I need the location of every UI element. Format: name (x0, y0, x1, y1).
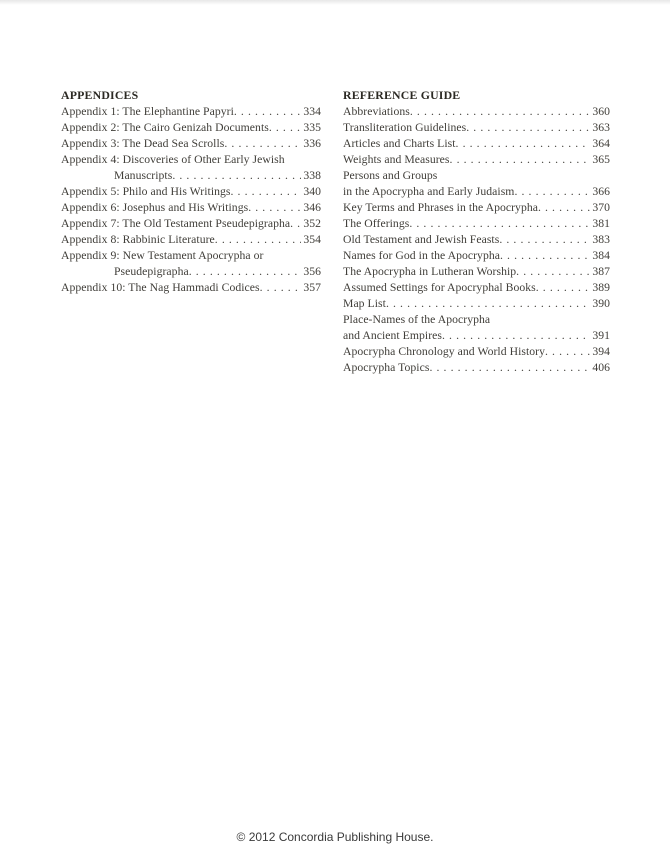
toc-page-number: 365 (592, 153, 610, 166)
toc-row (343, 120, 610, 136)
toc-page-number: 391 (592, 329, 610, 342)
toc-entry-label: Map List (343, 297, 386, 310)
toc-page-number: 352 (303, 217, 321, 230)
appendices-column (61, 87, 321, 296)
toc-row (61, 248, 321, 264)
toc-leader-dots (516, 264, 590, 280)
toc-page-number: 338 (303, 169, 321, 182)
toc-row (343, 360, 610, 376)
toc-entry-label: in the Apocrypha and Early Judaism (343, 185, 515, 198)
toc-page-number: 354 (303, 233, 321, 246)
toc-leader-dots (248, 200, 301, 216)
toc-page-number: 406 (592, 361, 610, 374)
toc-leader-dots (231, 184, 302, 200)
toc-page-number: 346 (303, 201, 321, 214)
toc-entry-label: Apocrypha Chronology and World History (343, 345, 546, 358)
toc-leader-dots (429, 360, 590, 376)
toc-row (61, 232, 321, 248)
toc-page-number: 336 (303, 137, 321, 150)
toc-entry-label: Names for God in the Apocrypha (343, 249, 500, 262)
toc-leader-dots (538, 200, 590, 216)
toc-entry-label: The Offerings (343, 217, 410, 230)
toc-row (343, 136, 610, 152)
toc-page-number: 394 (592, 345, 610, 358)
toc-entry-label: Appendix 1: The Elephantine Papyri (61, 105, 234, 118)
toc-page-number: 389 (592, 281, 610, 294)
appendices-row-list (61, 104, 321, 296)
toc-leader-dots (545, 344, 590, 360)
toc-leader-dots (450, 152, 591, 168)
toc-leader-dots (500, 248, 590, 264)
toc-page-number: 360 (592, 105, 610, 118)
toc-leader-dots (269, 120, 301, 136)
toc-row (343, 312, 610, 328)
toc-row (343, 216, 610, 232)
reference-guide-column (343, 87, 610, 376)
toc-entry-label: Weights and Measures (343, 153, 450, 166)
toc-entry-label: Apocrypha Topics (343, 361, 430, 374)
toc-page-number: 340 (303, 185, 321, 198)
toc-row (343, 168, 610, 184)
toc-leader-dots (189, 264, 302, 280)
toc-row (343, 184, 610, 200)
toc-leader-dots (536, 280, 591, 296)
toc-row (61, 216, 321, 232)
toc-entry-label: Appendix 8: Rabbinic Literature (61, 233, 215, 246)
toc-page-number: 335 (303, 121, 321, 134)
toc-row (343, 248, 610, 264)
toc-entry-label: Appendix 5: Philo and His Writings (61, 185, 231, 198)
toc-leader-dots (409, 216, 590, 232)
toc-row (343, 200, 610, 216)
toc-entry-label: Old Testament and Jewish Feasts (343, 233, 500, 246)
toc-page-number: 366 (592, 185, 610, 198)
toc-row (61, 104, 321, 120)
toc-page-number: 364 (592, 137, 610, 150)
toc-entry-label: Assumed Settings for Apocryphal Books (343, 281, 536, 294)
toc-page-number: 390 (592, 297, 610, 310)
toc-row (61, 136, 321, 152)
toc-leader-dots (499, 232, 590, 248)
toc-row (61, 184, 321, 200)
reference-guide-heading: REFERENCE GUIDE (343, 88, 461, 102)
toc-leader-dots (260, 280, 302, 296)
toc-page-number: 381 (592, 217, 610, 230)
toc-leader-dots (514, 184, 590, 200)
toc-leader-dots (290, 216, 301, 232)
toc-row (343, 152, 610, 168)
toc-entry-label: Appendix 2: The Cairo Genizah Documents (61, 121, 269, 134)
toc-row (343, 328, 610, 344)
toc-entry-label: The Apocrypha in Lutheran Worship (343, 265, 517, 278)
toc-row (61, 264, 321, 280)
toc-page-number: 383 (592, 233, 610, 246)
toc-row (343, 296, 610, 312)
toc-row (61, 200, 321, 216)
toc-entry-label: Appendix 4: Discoveries of Other Early Jewish (61, 153, 285, 166)
toc-row (343, 104, 610, 120)
toc-entry-label: Pseudepigrapha (114, 265, 189, 278)
toc-row (61, 280, 321, 296)
toc-row (343, 264, 610, 280)
toc-leader-dots (410, 104, 590, 120)
toc-page-number: 384 (592, 249, 610, 262)
toc-entry-label: Appendix 7: The Old Testament Pseudepigrapha (61, 217, 291, 230)
toc-page-number: 356 (303, 265, 321, 278)
toc-entry-label: Articles and Charts List (343, 137, 456, 150)
toc-leader-dots (224, 136, 301, 152)
toc-row (61, 168, 321, 184)
toc-entry-label: Appendix 9: New Testament Apocrypha or (61, 249, 264, 262)
toc-entry-label: Abbreviations (343, 105, 410, 118)
reference-guide-row-list (343, 104, 610, 376)
toc-entry-label: Persons and Groups (343, 169, 438, 182)
toc-row (343, 232, 610, 248)
toc-entry-label: Appendix 6: Josephus and His Writings (61, 201, 249, 214)
toc-row (343, 344, 610, 360)
toc-leader-dots (215, 232, 302, 248)
toc-page-number: 357 (303, 281, 321, 294)
toc-page-number: 370 (592, 201, 610, 214)
toc-row (343, 280, 610, 296)
toc-entry-label: Appendix 3: The Dead Sea Scrolls (61, 137, 225, 150)
toc-leader-dots (456, 136, 591, 152)
toc-row (61, 152, 321, 168)
copyright-notice: © 2012 Concordia Publishing House. (236, 830, 434, 844)
toc-entry-label: Place-Names of the Apocrypha (343, 313, 491, 326)
toc-page-number: 387 (592, 265, 610, 278)
toc-page-number: 334 (303, 105, 321, 118)
toc-leader-dots (466, 120, 590, 136)
toc-leader-dots (386, 296, 590, 312)
toc-row (61, 120, 321, 136)
toc-leader-dots (172, 168, 301, 184)
toc-entry-label: Transliteration Guidelines (343, 121, 467, 134)
toc-leader-dots (442, 328, 590, 344)
toc-entry-label: and Ancient Empires (343, 329, 442, 342)
toc-leader-dots (234, 104, 301, 120)
appendices-heading: APPENDICES (61, 88, 139, 102)
page-top-edge-shading (0, 0, 670, 5)
toc-page-number: 363 (592, 121, 610, 134)
toc-entry-label: Manuscripts (114, 169, 173, 182)
toc-entry-label: Key Terms and Phrases in the Apocrypha (343, 201, 538, 214)
toc-entry-label: Appendix 10: The Nag Hammadi Codices (61, 281, 260, 294)
